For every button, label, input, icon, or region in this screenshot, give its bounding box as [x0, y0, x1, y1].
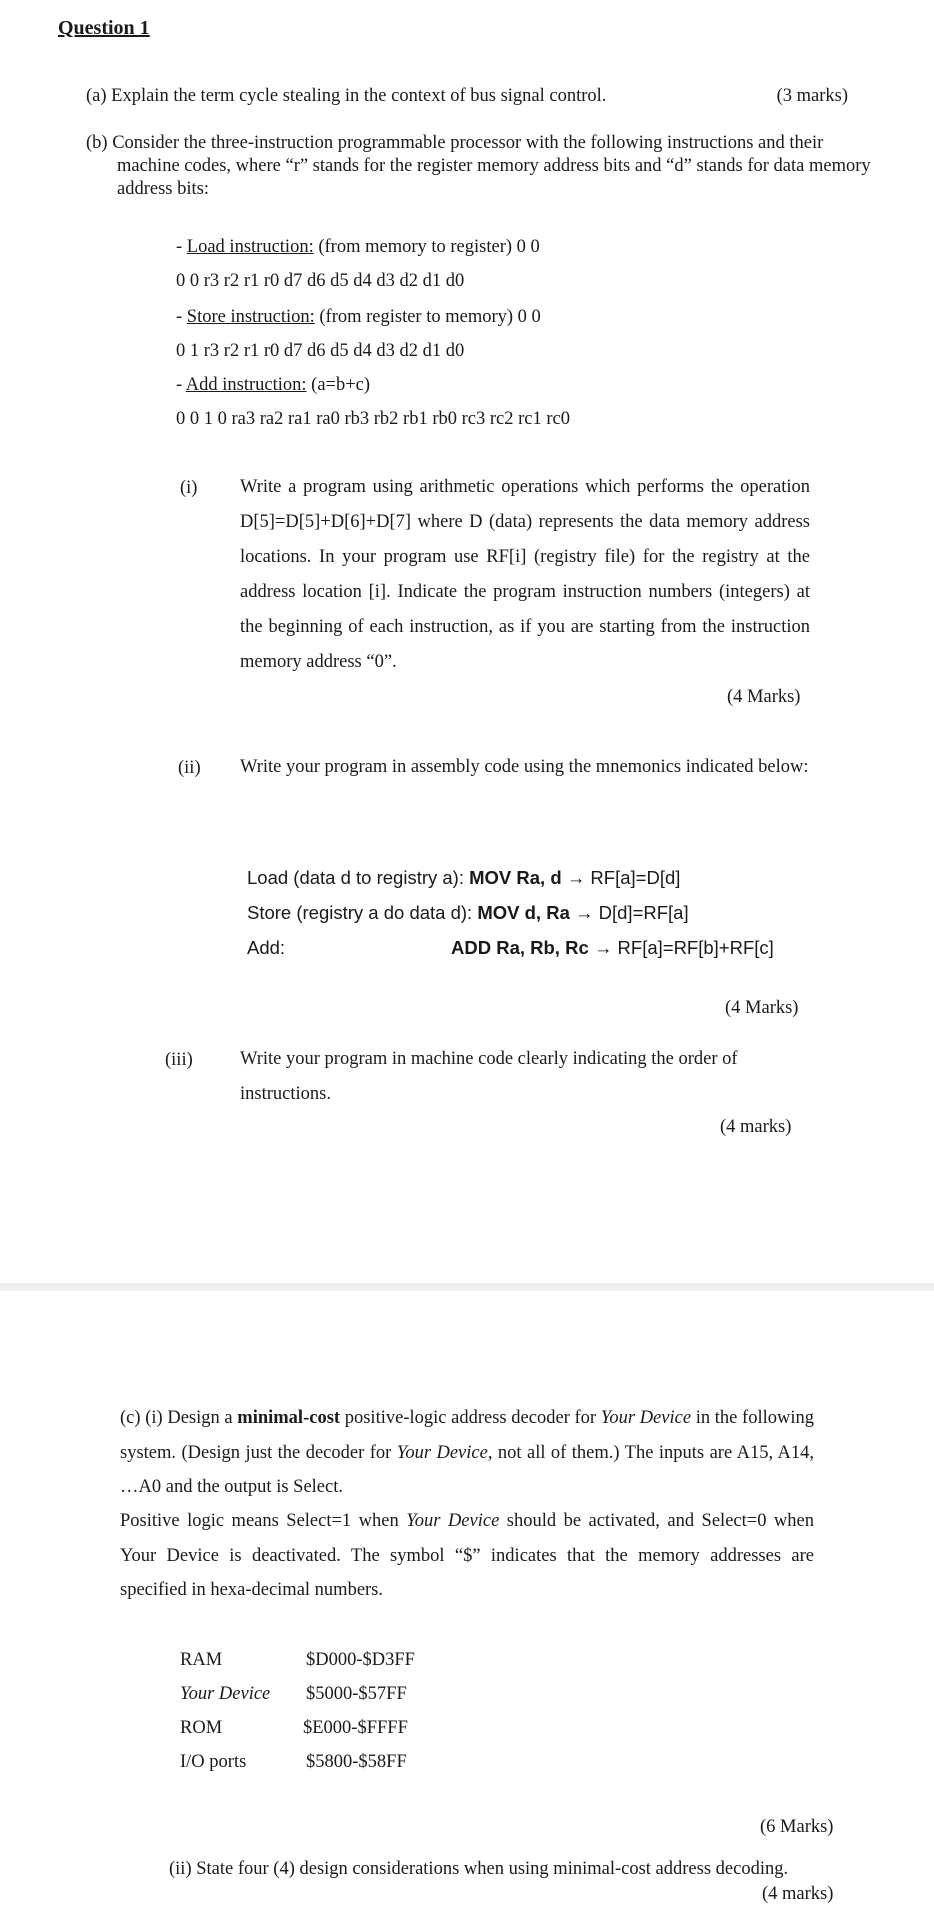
load-instruction: - Load instruction: (from memory to register) 0 0: [176, 237, 540, 257]
part-c-ii-text: (ii) State four (4) design considerations when using minimal-cost address decoding.: [169, 1859, 789, 1879]
sub-iii-number: (iii): [165, 1050, 193, 1070]
store-instruction-name: Store instruction:: [186, 307, 315, 327]
part-c-i-marks: (6 Marks): [760, 1817, 834, 1837]
minimal-cost-bold: minimal-cost: [237, 1408, 341, 1428]
mnemonic-store: Store (registry a do data d): MOV d, Ra → D[d]=RF[a]: [247, 902, 689, 923]
sub-iii-text: Write your program in machine code clearly indicating the order of instructions.: [240, 1049, 738, 1104]
sub-i-text: Write a program using arithmetic operations which performs the operation D[5]=D[5]+D[6]+D[7] where D (data) represents the data memory address locations. In your program use RF[i] (registry file) for the registry at the address location [i]. Indicate the program instruction numbers (integers) at the beginning of each instruction, as if you are starting from the instruction memory address “0”.: [240, 477, 810, 672]
sub-iii-marks: (4 marks): [720, 1117, 792, 1137]
memory-row-ram: RAM: [180, 1650, 223, 1670]
page-separator: [0, 1283, 934, 1291]
part-a: [86, 86, 848, 107]
mnemonic-add-code: ADD Ra, Rb, Rc: [451, 937, 589, 958]
memory-row-your-device: Your Device: [180, 1684, 271, 1704]
mnemonic-store-code: MOV d, Ra: [477, 902, 570, 923]
sub-i-number: (i): [180, 478, 198, 498]
part-c-ii-marks: (4 marks): [762, 1884, 834, 1904]
sub-ii-text: Write your program in assembly code using the mnemonics indicated below:: [240, 757, 809, 777]
part-a-text: (a) Explain the term cycle stealing in the context of bus signal control.: [86, 86, 607, 106]
memory-row-rom: ROM: [180, 1718, 223, 1738]
mnemonic-add-label: Add:: [247, 937, 286, 958]
sub-i-marks: (4 Marks): [727, 687, 801, 707]
memory-range-rom: $E000-$FFFF: [303, 1718, 408, 1738]
part-c-i-text: (c) (i) Design a minimal-cost positive-logic address decoder for Your Device in the following system. (Design just the decoder for Your Device, not all of them.) The inputs are A15, A14, …A0 and the output is Select.: [120, 1408, 814, 1497]
mnemonic-add-expr: ADD Ra, Rb, Rc → RF[a]=RF[b]+RF[c]: [451, 937, 774, 958]
part-c-i-positive-logic: Positive logic means Select=1 when Your Device should be activated, and Select=0 when Your Device is deactivated. The symbol “$” indicates that the memory addresses are specified in hexa-decimal numbers.: [120, 1511, 814, 1600]
memory-row-io-ports: I/O ports: [180, 1752, 247, 1772]
memory-range-ram: $D000-$D3FF: [306, 1650, 415, 1670]
add-instruction-name: Add instruction:: [185, 375, 307, 395]
sub-ii-marks: (4 Marks): [725, 998, 799, 1018]
store-instruction: - Store instruction: (from register to memory) 0 0: [176, 307, 541, 327]
add-instruction: - Add instruction: (a=b+c): [176, 375, 371, 395]
sub-ii-number: (ii): [178, 758, 201, 778]
question-title: Question 1: [58, 17, 150, 39]
store-instruction-code: 0 1 r3 r2 r1 r0 d7 d6 d5 d4 d3 d2 d1 d0: [176, 341, 465, 361]
part-b-intro: (b) Consider the three-instruction programmable processor with the following instructions and their machine codes, where “r” stands for the register memory address bits and “d” stands for data memory address bits:: [86, 133, 871, 199]
add-instruction-code: 0 0 1 0 ra3 ra2 ra1 ra0 rb3 rb2 rb1 rb0 rc3 rc2 rc1 rc0: [176, 409, 570, 429]
exam-page-2: [0, 1291, 934, 1920]
load-instruction-name: Load instruction:: [186, 237, 314, 257]
part-a-marks: (3 marks): [776, 86, 848, 106]
memory-range-io-ports: $5800-$58FF: [306, 1752, 407, 1772]
load-instruction-code: 0 0 r3 r2 r1 r0 d7 d6 d5 d4 d3 d2 d1 d0: [176, 271, 465, 291]
mnemonic-add: [247, 937, 285, 959]
memory-range-your-device: $5000-$57FF: [306, 1684, 407, 1704]
mnemonic-load: Load (data d to registry a): MOV Ra, d → RF[a]=D[d]: [247, 867, 681, 888]
mnemonic-load-code: MOV Ra, d: [469, 867, 562, 888]
